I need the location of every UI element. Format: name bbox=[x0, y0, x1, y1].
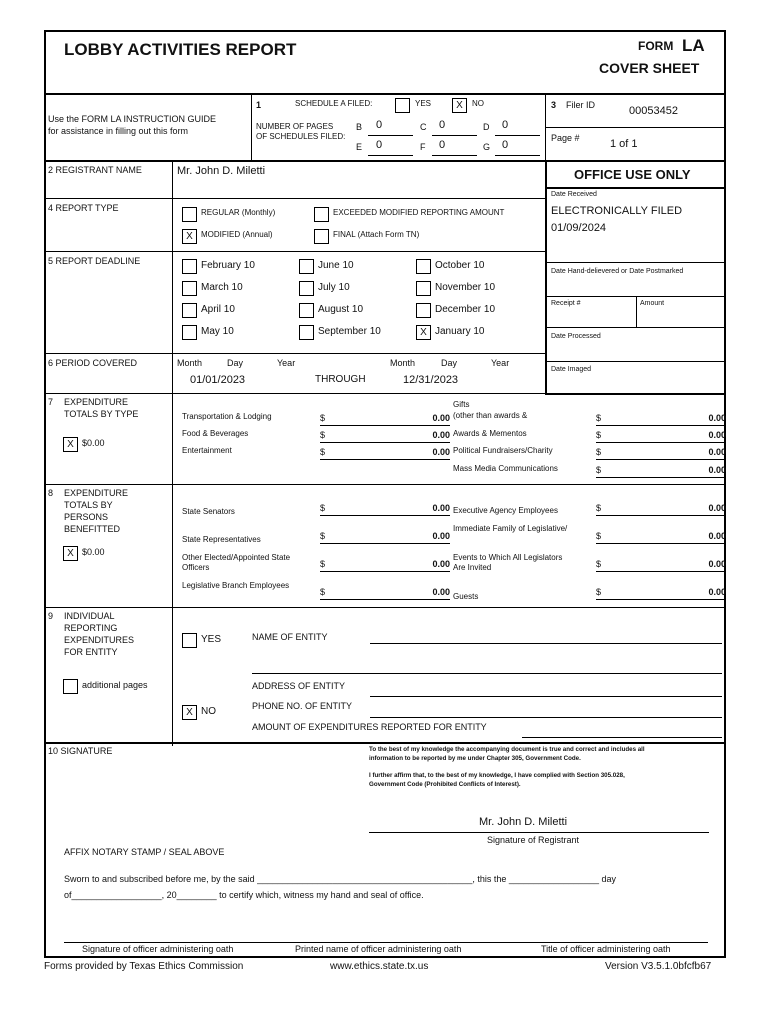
schedule-no-label: NO bbox=[472, 99, 484, 108]
expense-label: Entertainment bbox=[182, 446, 232, 455]
affirmation-line: To the best of my knowledge the accompanying document is true and correct and includes all bbox=[369, 746, 645, 753]
footer-version: Version V3.5.1.0bfcfb67 bbox=[605, 961, 712, 972]
additional-pages-label: additional pages bbox=[82, 680, 148, 690]
divider bbox=[546, 262, 725, 263]
expenditure-label: EXPENDITURE bbox=[64, 488, 129, 498]
amount-value: 0.00 bbox=[708, 559, 726, 569]
signature-of-registrant-label: Signature of Registrant bbox=[487, 835, 580, 845]
deadline-checkbox[interactable]: X bbox=[416, 325, 431, 340]
schedule-f-label: F bbox=[420, 142, 426, 152]
schedule-g-label: G bbox=[483, 142, 491, 152]
entity-no-label: NO bbox=[201, 706, 216, 717]
expense-label: Awards & Mementos bbox=[453, 429, 527, 438]
deadline-label: May 10 bbox=[201, 326, 234, 337]
divider bbox=[45, 198, 545, 199]
filer-id-label: Filer ID bbox=[566, 100, 595, 110]
individual-label: INDIVIDUAL bbox=[64, 611, 115, 621]
footer-credit: Forms provided by Texas Ethics Commission bbox=[44, 961, 244, 972]
deadline-label: November 10 bbox=[435, 282, 496, 293]
schedule-e-value: 0 bbox=[376, 139, 383, 151]
hand-delivered-label: Date Hand-delievered or Date Postmarked bbox=[551, 268, 684, 275]
divider bbox=[545, 127, 725, 128]
filing-status: ELECTRONICALLY FILED bbox=[551, 205, 683, 217]
officer-signature-line[interactable] bbox=[64, 942, 708, 943]
report-deadline-label: 5 REPORT DEADLINE bbox=[48, 256, 141, 266]
amount-value: 0.00 bbox=[708, 531, 726, 541]
exceeded-label: EXCEEDED MODIFIED REPORTING AMOUNT bbox=[333, 208, 505, 217]
divider bbox=[45, 484, 725, 485]
expense-label: Food & Beverages bbox=[182, 429, 249, 438]
amount-value: 0.00 bbox=[432, 447, 450, 457]
affirmation-line: I further affirm that, to the best of my knowledge, I have complied with Section 305.028, bbox=[369, 772, 625, 779]
entity-name-label: NAME OF ENTITY bbox=[252, 632, 328, 642]
sworn-statement: of__________________, 20________ to certify which, witness my hand and seal of office. bbox=[64, 890, 424, 900]
field-underline bbox=[432, 135, 477, 136]
instruction-line-1: Use the FORM LA INSTRUCTION GUIDE bbox=[48, 114, 217, 124]
registrant-signature: Mr. John D. Miletti bbox=[479, 816, 568, 828]
filer-id-value: 00053452 bbox=[629, 105, 678, 117]
divider bbox=[636, 296, 637, 327]
divider bbox=[546, 361, 725, 362]
deadline-label: February 10 bbox=[201, 260, 255, 271]
section-9-number: 9 bbox=[48, 611, 54, 621]
deadline-checkbox[interactable] bbox=[299, 281, 314, 296]
deadline-label: October 10 bbox=[435, 260, 485, 271]
expenditure-label: EXPENDITURE bbox=[64, 397, 129, 407]
divider bbox=[251, 94, 252, 160]
page-number-label: Page # bbox=[551, 133, 580, 143]
month-label: Month bbox=[390, 358, 416, 368]
date-imaged-label: Date Imaged bbox=[551, 366, 592, 373]
dollar-sign: $ bbox=[596, 531, 602, 541]
modified-checkbox[interactable]: X bbox=[182, 229, 197, 244]
schedule-c-value: 0 bbox=[439, 119, 446, 131]
period-to: 12/31/2023 bbox=[403, 374, 459, 386]
section-3-number: 3 bbox=[551, 100, 557, 110]
schedule-no-checkbox[interactable]: X bbox=[452, 98, 467, 113]
additional-pages-checkbox[interactable] bbox=[63, 679, 78, 694]
form-prefix: FORM bbox=[638, 39, 674, 53]
regular-checkbox[interactable] bbox=[182, 207, 197, 222]
amount-value: 0.00 bbox=[708, 503, 726, 513]
amount-value: 0.00 bbox=[432, 503, 450, 513]
schedule-yes-checkbox[interactable] bbox=[395, 98, 410, 113]
date-received-label: Date Received bbox=[551, 191, 597, 198]
dollar-sign: $ bbox=[320, 559, 326, 569]
pages-label-2: OF SCHEDULES FILED: bbox=[256, 132, 346, 141]
dollar-sign: $ bbox=[596, 587, 602, 597]
report-type-label: 4 REPORT TYPE bbox=[48, 203, 119, 213]
section-1-number: 1 bbox=[256, 100, 262, 110]
deadline-checkbox[interactable] bbox=[182, 325, 197, 340]
entity-yes-checkbox[interactable] bbox=[182, 633, 197, 648]
amount-value: 0.00 bbox=[432, 559, 450, 569]
schedule-c-label: C bbox=[420, 122, 427, 132]
form-title: LOBBY ACTIVITIES REPORT bbox=[64, 40, 297, 59]
entity-phone-label: PHONE NO. OF ENTITY bbox=[252, 701, 353, 711]
dollar-sign: $ bbox=[596, 559, 602, 569]
period-from: 01/01/2023 bbox=[190, 374, 246, 386]
dollar-sign: $ bbox=[596, 503, 602, 513]
amount-label: Amount bbox=[640, 300, 665, 307]
amount-value: 0.00 bbox=[708, 587, 726, 597]
schedule-e-label: E bbox=[356, 142, 363, 152]
expenditures-label: EXPENDITURES bbox=[64, 635, 135, 645]
beneficiary-label: Are Invited bbox=[453, 563, 492, 572]
entity-yes-label: YES bbox=[201, 634, 222, 645]
beneficiary-label: Events to Which All Legislators bbox=[453, 553, 563, 562]
divider bbox=[546, 187, 725, 189]
schedule-filed-label: SCHEDULE A FILED: bbox=[295, 99, 373, 108]
amount-value: 0.00 bbox=[432, 531, 450, 541]
deadline-checkbox[interactable] bbox=[416, 303, 431, 318]
deadline-checkbox[interactable] bbox=[299, 259, 314, 274]
entity-amount-field[interactable] bbox=[522, 737, 722, 738]
beneficiary-label: Guests bbox=[453, 592, 479, 601]
amount-value: 0.00 bbox=[708, 413, 726, 423]
schedule-d-value: 0 bbox=[502, 119, 509, 131]
regular-label: REGULAR (Monthly) bbox=[201, 208, 276, 217]
field-underline bbox=[368, 155, 413, 156]
beneficiary-label: State Senators bbox=[182, 507, 235, 516]
dollar-sign: $ bbox=[596, 447, 602, 457]
deadline-checkbox[interactable] bbox=[299, 325, 314, 340]
dollar-sign: $ bbox=[320, 587, 326, 597]
registrant-name-label: 2 REGISTRANT NAME bbox=[48, 165, 142, 175]
officer-name-label: Printed name of officer administering oath bbox=[295, 944, 462, 954]
deadline-label: September 10 bbox=[318, 326, 381, 337]
dollar-sign: $ bbox=[596, 465, 602, 475]
schedule-d-label: D bbox=[483, 122, 490, 132]
exceeded-checkbox[interactable] bbox=[314, 207, 329, 222]
field-underline bbox=[432, 155, 477, 156]
year-label: Year bbox=[491, 358, 510, 368]
beneficiary-label: Executive Agency Employees bbox=[453, 506, 558, 515]
amount-value: 0.00 bbox=[432, 587, 450, 597]
divider bbox=[45, 393, 725, 394]
totals-by-type-label: TOTALS BY TYPE bbox=[64, 409, 139, 419]
section-7-number: 7 bbox=[48, 397, 54, 407]
period-covered-label: 6 PERIOD COVERED bbox=[48, 358, 138, 368]
filing-date: 01/09/2024 bbox=[551, 222, 607, 234]
divider bbox=[45, 353, 545, 354]
schedule-g-value: 0 bbox=[502, 139, 509, 151]
schedule-b-value: 0 bbox=[376, 119, 383, 131]
deadline-checkbox[interactable] bbox=[182, 281, 197, 296]
type-total-checkbox[interactable]: X bbox=[63, 437, 78, 452]
reporting-label: REPORTING bbox=[64, 623, 118, 633]
expense-label: Mass Media Communications bbox=[453, 464, 558, 473]
persons-total-checkbox[interactable]: X bbox=[63, 546, 78, 561]
entity-address-label: ADDRESS OF ENTITY bbox=[252, 681, 346, 691]
deadline-label: June 10 bbox=[318, 260, 354, 271]
expense-label: Transportation & Lodging bbox=[182, 412, 272, 421]
through-label: THROUGH bbox=[315, 374, 366, 385]
entity-name-field-line-2[interactable] bbox=[252, 673, 722, 674]
persons-label: PERSONS bbox=[64, 512, 109, 522]
day-label: Day bbox=[227, 358, 244, 368]
field-underline bbox=[495, 135, 540, 136]
receipt-label: Receipt # bbox=[551, 300, 581, 307]
totals-by-label: TOTALS BY bbox=[64, 500, 113, 510]
deadline-label: August 10 bbox=[318, 304, 364, 315]
persons-total-value: $0.00 bbox=[82, 547, 105, 557]
entity-phone-field[interactable] bbox=[370, 717, 722, 718]
beneficiary-label: Legislative Branch Employees bbox=[182, 581, 290, 590]
type-total-value: $0.00 bbox=[82, 438, 105, 448]
entity-address-field[interactable] bbox=[370, 696, 722, 697]
amount-value: 0.00 bbox=[708, 430, 726, 440]
modified-label: MODIFIED (Annual) bbox=[201, 230, 273, 239]
office-use-title: OFFICE USE ONLY bbox=[574, 167, 691, 182]
affirmation-line: Government Code (Prohibited Conflicts of Interest). bbox=[369, 781, 521, 788]
for-entity-label: FOR ENTITY bbox=[64, 647, 118, 657]
amount-value: 0.00 bbox=[432, 430, 450, 440]
schedule-b-label: B bbox=[356, 122, 363, 132]
schedule-yes-label: YES bbox=[415, 99, 432, 108]
dollar-sign: $ bbox=[320, 531, 326, 541]
entity-no-checkbox[interactable]: X bbox=[182, 705, 197, 720]
divider bbox=[45, 93, 725, 95]
pages-label-1: NUMBER OF PAGES bbox=[256, 122, 334, 131]
divider bbox=[45, 607, 725, 608]
dollar-sign: $ bbox=[596, 430, 602, 440]
deadline-checkbox[interactable] bbox=[299, 303, 314, 318]
dollar-sign: $ bbox=[596, 413, 602, 423]
signature-section-label: 10 SIGNATURE bbox=[48, 746, 113, 756]
deadline-label: July 10 bbox=[318, 282, 350, 293]
dollar-sign: $ bbox=[320, 430, 326, 440]
affirmation-line: information to be reported by me under Chapter 305, Government Code. bbox=[369, 755, 581, 762]
benefitted-label: BENEFITTED bbox=[64, 524, 121, 534]
amount-value: 0.00 bbox=[432, 413, 450, 423]
schedule-f-value: 0 bbox=[439, 139, 446, 151]
sworn-statement: Sworn to and subscribed before me, by the said ___________________________________________, this the __________________ day bbox=[64, 874, 616, 884]
dollar-sign: $ bbox=[320, 503, 326, 513]
field-underline bbox=[495, 155, 540, 156]
registrant-name-value: Mr. John D. Miletti bbox=[177, 165, 266, 177]
deadline-checkbox[interactable] bbox=[416, 259, 431, 274]
signature-line[interactable] bbox=[369, 832, 709, 833]
year-label: Year bbox=[277, 358, 296, 368]
gifts-label: Gifts bbox=[453, 400, 470, 409]
final-label: FINAL (Attach Form TN) bbox=[333, 230, 420, 239]
cover-sheet-label: COVER SHEET bbox=[599, 60, 700, 76]
final-checkbox[interactable] bbox=[314, 229, 329, 244]
beneficiary-label: Immediate Family of Legislative/ bbox=[453, 524, 568, 533]
dollar-sign: $ bbox=[320, 447, 326, 457]
expense-label: (other than awards & bbox=[453, 411, 528, 420]
deadline-label: January 10 bbox=[435, 326, 485, 337]
date-processed-label: Date Processed bbox=[551, 333, 601, 340]
field-underline bbox=[368, 135, 413, 136]
beneficiary-label: State Representatives bbox=[182, 535, 261, 544]
day-label: Day bbox=[441, 358, 458, 368]
beneficiary-label: Other Elected/Appointed State bbox=[182, 553, 291, 562]
deadline-checkbox[interactable] bbox=[182, 259, 197, 274]
expense-label: Political Fundraisers/Charity bbox=[453, 446, 553, 455]
deadline-checkbox[interactable] bbox=[416, 281, 431, 296]
dollar-sign: $ bbox=[320, 413, 326, 423]
entity-amount-label: AMOUNT OF EXPENDITURES REPORTED FOR ENTITY bbox=[252, 722, 487, 732]
footer-website[interactable]: www.ethics.state.tx.us bbox=[330, 961, 429, 972]
page-number-value: 1 of 1 bbox=[610, 138, 638, 150]
notary-stamp-label: AFFIX NOTARY STAMP / SEAL ABOVE bbox=[64, 847, 225, 857]
divider bbox=[45, 742, 725, 744]
month-label: Month bbox=[177, 358, 203, 368]
entity-name-field[interactable] bbox=[370, 643, 722, 644]
deadline-label: March 10 bbox=[201, 282, 243, 293]
divider bbox=[172, 161, 173, 746]
divider bbox=[45, 251, 545, 252]
officer-signature-label: Signature of officer administering oath bbox=[82, 944, 234, 954]
deadline-label: December 10 bbox=[435, 304, 496, 315]
instruction-line-2: for assistance in filling out this form bbox=[48, 126, 189, 136]
form-code: LA bbox=[682, 36, 705, 55]
deadline-checkbox[interactable] bbox=[182, 303, 197, 318]
amount-value: 0.00 bbox=[708, 465, 726, 475]
deadline-label: April 10 bbox=[201, 304, 235, 315]
section-8-number: 8 bbox=[48, 488, 54, 498]
divider bbox=[546, 327, 725, 328]
officer-title-label: Title of officer administering oath bbox=[541, 944, 671, 954]
amount-value: 0.00 bbox=[708, 447, 726, 457]
beneficiary-label: Officers bbox=[182, 563, 210, 572]
